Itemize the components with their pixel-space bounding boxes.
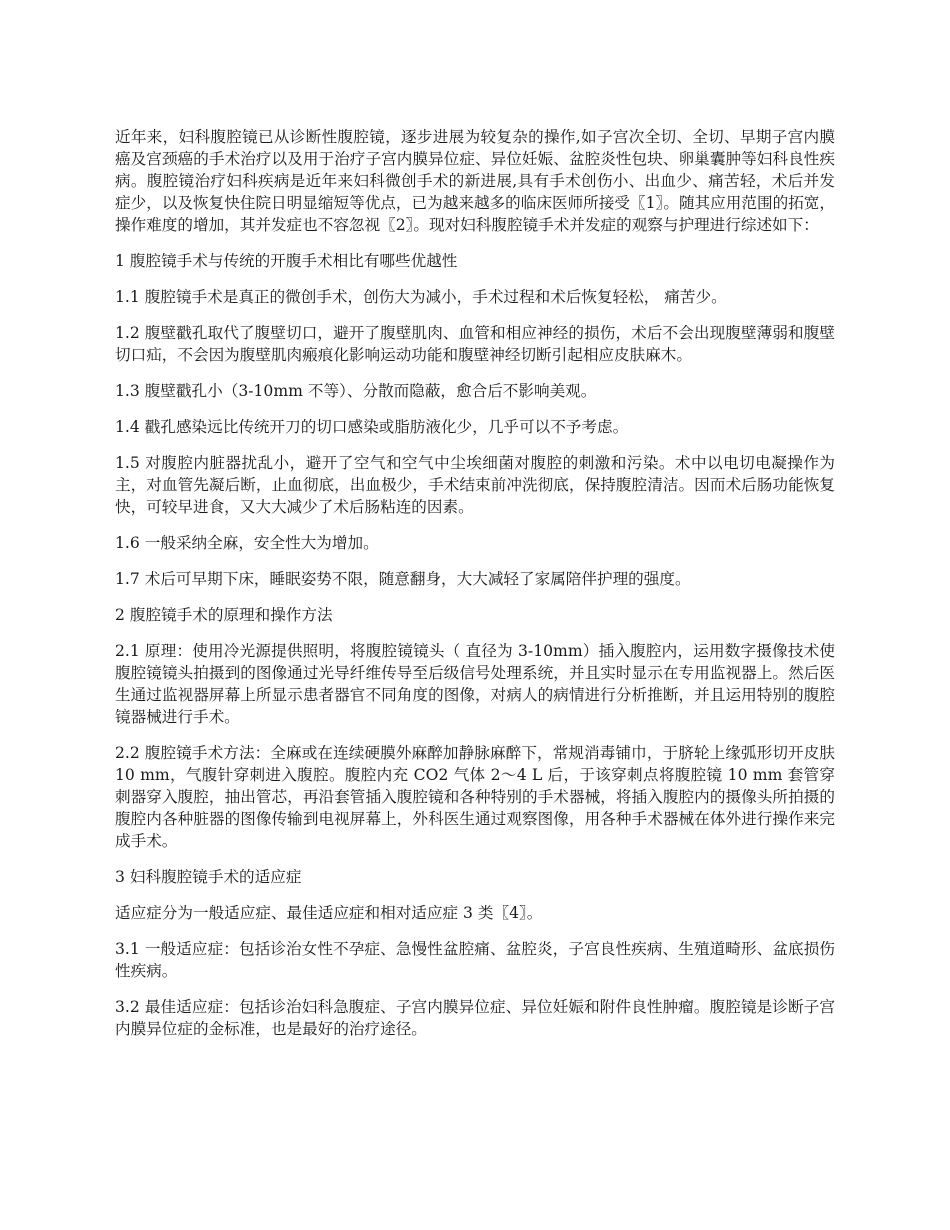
- paragraph-3-intro: 适应症分为一般适应症、最佳适应症和相对适应症 3 类〖4〗。: [115, 904, 543, 922]
- document-body: [115, 126, 835, 1054]
- paragraph-1-3: 1.3 腹壁戳孔小（3-10mm 不等）、分散而隐蔽，愈合后不影响美观。: [115, 382, 597, 400]
- paragraph-2-1: 2.1 原理：使用冷光源提供照明，将腹腔镜镜头（ 直径为 3-10mm）插入腹腔内，运用数字摄像技术使腹腔镜镜头拍摄到的图像通过光导纤维传导至后级信号处理系统，并且实时显示在专用监视器上。然后医生通过监视器屏幕上所显示患者器官不同角度的图像，对病人的病情进行分析推断，并且运用特别的腹腔镜器械进行手术。: [115, 642, 835, 726]
- section-heading-2: 2 腹腔镜手术的原理和操作方法: [115, 606, 333, 624]
- section-heading-3: 3 妇科腹腔镜手术的适应症: [115, 868, 302, 886]
- section-heading-1: 1 腹腔镜手术与传统的开腹手术相比有哪些优越性: [115, 252, 458, 270]
- paragraph-1-1: 1.1 腹腔镜手术是真正的微创手术，创伤大为减小，手术过程和术后恢复轻松， 痛苦少。: [115, 288, 727, 306]
- paragraph-3-1: 3.1 一般适应症：包括诊治女性不孕症、急慢性盆腔痛、盆腔炎，子宫良性疾病、生殖道畸形、盆底损伤性疾病。: [115, 940, 835, 980]
- paragraph-1-2: 1.2 腹壁戳孔取代了腹壁切口，避开了腹壁肌肉、血管和相应神经的损伤，术后不会出现腹壁薄弱和腹壁切口疝，不会因为腹壁肌肉瘢痕化影响运动功能和腹壁神经切断引起相应皮肤麻木。: [115, 324, 835, 364]
- paragraph-1-7: 1.7 术后可早期下床，睡眠姿势不限，随意翻身，大大减轻了家属陪伴护理的强度。: [115, 570, 691, 588]
- paragraph-1-4: 1.4 戳孔感染远比传统开刀的切口感染或脂肪液化少，几乎可以不予考虑。: [115, 418, 629, 436]
- intro-paragraph: 近年来，妇科腹腔镜已从诊断性腹腔镜，逐步进展为较复杂的操作,如子宫次全切、全切、早期子宫内膜癌及宫颈癌的手术治疗以及用于治疗子宫内膜异位症、异位妊娠、盆腔炎性包块、卵巢囊肿等妇科良性疾病。腹腔镜治疗妇科疾病是近年来妇科微创手术的新进展,具有手术创伤小、出血少、痛苦轻，术后并发症少，以及恢复快住院日明显缩短等优点，已为越来越多的临床医师所接受〖1〗。随其应用范围的拓宽，操作难度的增加，其并发症也不容忽视〖2〗。现对妇科腹腔镜手术并发症的观察与护理进行综述如下：: [115, 128, 835, 234]
- paragraph-1-5: 1.5 对腹腔内脏器扰乱小，避开了空气和空气中尘埃细菌对腹腔的刺激和污染。术中以电切电凝操作为主，对血管先凝后断，止血彻底，出血极少，手术结束前冲洗彻底，保持腹腔清洁。因而术后肠功能恢复快，可较早进食，又大大减少了术后肠粘连的因素。: [115, 454, 835, 516]
- paragraph-3-2: 3.2 最佳适应症：包括诊治妇科急腹症、子宫内膜异位症、异位妊娠和附件良性肿瘤。腹腔镜是诊断子宫内膜异位症的金标准，也是最好的治疗途径。: [115, 998, 835, 1038]
- paragraph-1-6: 1.6 一般采纳全麻，安全性大为增加。: [115, 534, 379, 552]
- paragraph-2-2: 2.2 腹腔镜手术方法：全麻或在连续硬膜外麻醉加静脉麻醉下，常规消毒铺巾，于脐轮上缘弧形切开皮肤 10 mm，气腹针穿刺进入腹腔。腹腔内充 CO2 气体 2～4 L 后，于该穿刺点将腹腔镜 10 mm 套管穿刺器穿入腹腔，抽出管芯，再沿套管插入腹腔镜和各种特别的手术器械，将插入腹腔内的摄像头所拍摄的腹腔内各种脏器的图像传输到电视屏幕上，外科医生通过观察图像，用各种手术器械在体外进行操作来完成手术。: [115, 744, 835, 850]
